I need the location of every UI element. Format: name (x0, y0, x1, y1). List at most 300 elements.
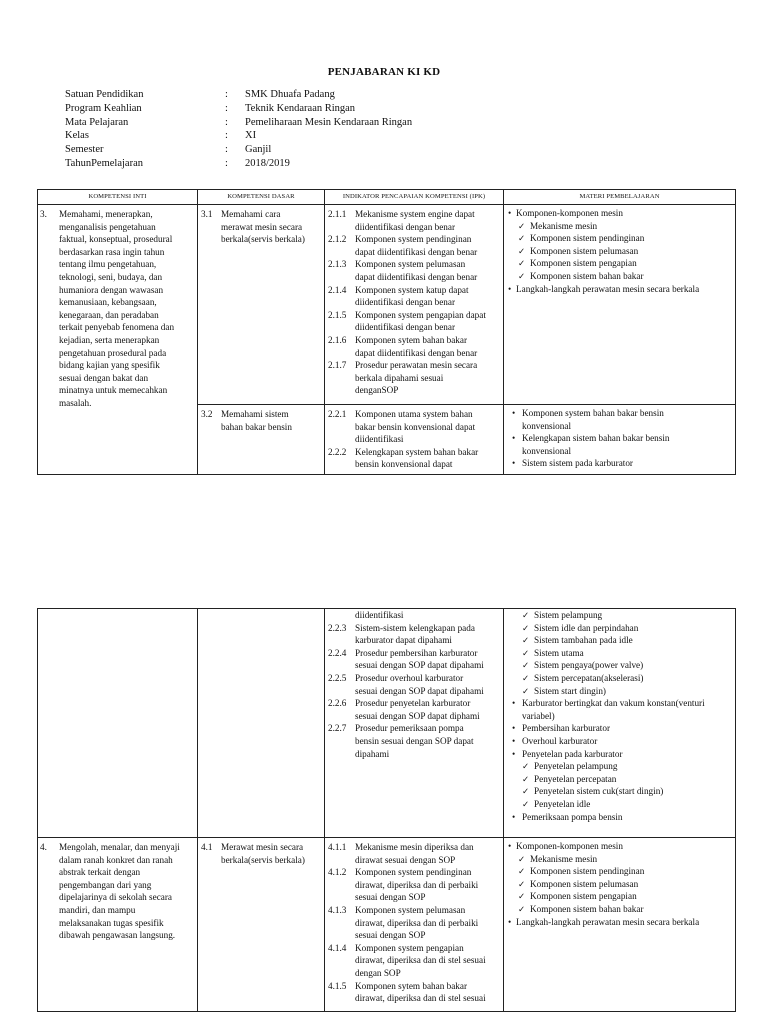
checkmark-icon: ✓ (522, 786, 530, 797)
bullet-item (508, 283, 732, 296)
checklist-item (508, 257, 732, 270)
ipk-item (328, 359, 500, 397)
checklist-item (508, 634, 732, 647)
item-text (355, 722, 500, 760)
item-text (355, 284, 500, 309)
text-line: diidentifikasi dengan benar (355, 322, 456, 333)
item-text (355, 866, 500, 904)
text-line: dirawat, diperiksa dan di stel sesuai (355, 955, 486, 966)
kd-3-2-cell (198, 405, 325, 475)
item-number: 4.1.5 (328, 980, 347, 991)
checklist-item (508, 785, 732, 798)
text-line: berkala dipahami sesuai (355, 372, 444, 383)
bullet-text (522, 811, 732, 824)
item-number: 2.1.1 (328, 209, 347, 219)
bullet-icon: • (508, 283, 512, 294)
text-line: bensin konvensional dapat (355, 459, 453, 470)
item-number: 4.1.4 (328, 942, 347, 953)
info-colon: : (225, 157, 228, 169)
text-line: Memahami, menerapkan, (59, 209, 153, 219)
text-line: Mengolah, menalar, dan menyaji (59, 842, 180, 852)
materi-3-2-cell-continued (504, 609, 736, 838)
materi-3-2-cell (504, 405, 736, 475)
ki-kd-table-part-2 (37, 608, 736, 1012)
text-line: Langkah-langkah perawatan mesin secara berkala (516, 283, 700, 294)
ipk-item (328, 309, 500, 334)
ki-3-cell-continued (38, 609, 198, 838)
text-line: bensin sesuai dengan SOP dapat (355, 735, 474, 746)
bullet-text (516, 916, 732, 929)
checklist-item (508, 798, 732, 811)
checklist-text: Komponen sistem pengapian (530, 258, 637, 269)
item-text (355, 359, 500, 397)
table-row-kd-3-2-continued (38, 609, 736, 838)
checklist-text: Mekanisme mesin (530, 220, 598, 231)
checkmark-icon: ✓ (522, 622, 530, 633)
text-line: Prosedur penyetelan karburator (355, 698, 471, 709)
item-number: 2.2.5 (328, 672, 347, 683)
text-line: konvensional (522, 445, 571, 456)
item-number: 4.1.1 (328, 842, 347, 852)
checkmark-icon: ✓ (522, 761, 530, 772)
info-row (65, 88, 412, 102)
checklist-text: Penyetelan idle (534, 798, 591, 809)
item-number: 2.2.7 (328, 723, 347, 734)
item-number: 4.1.3 (328, 904, 347, 915)
text-line: sesuai dengan bakat dan (59, 372, 149, 383)
bullet-icon: • (512, 748, 516, 759)
bullet-icon: • (508, 208, 512, 218)
checkmark-icon: ✓ (518, 853, 526, 864)
kd-3-1-item (201, 208, 320, 246)
item-text (59, 208, 193, 410)
checklist-text: Komponen sistem pelumasan (530, 878, 639, 889)
checkmark-icon: ✓ (518, 233, 526, 244)
text-line: Komponen utama system bahan (355, 409, 473, 419)
ipk-item (328, 408, 500, 446)
item-text (355, 942, 500, 980)
text-line: Penyetelan pada karburator (522, 748, 623, 759)
text-line: pengetahuan prosedural pada (59, 347, 167, 358)
text-line: faktual, konseptual, prosedural (59, 234, 173, 245)
text-line: konvensional (522, 420, 571, 431)
checklist-item (508, 245, 732, 258)
bullet-icon: • (508, 841, 512, 851)
ipk-item (328, 258, 500, 283)
text-line: sesuai dengan SOP dapat diphami (355, 710, 480, 721)
bullet-item (508, 207, 732, 220)
ipk-item (328, 980, 500, 1005)
checklist-item (508, 220, 732, 233)
bullet-item (508, 811, 732, 824)
text-line: Sistem sistem pada karburator (522, 458, 633, 469)
text-line: bakar bensin konvensional dapat (355, 421, 476, 432)
header-materi: MATERI PEMBELAJARAN (504, 190, 736, 205)
text-line: Memahami cara (221, 209, 281, 219)
text-line: mandiri, dan mampu (59, 904, 136, 915)
text-line: Komponen system pendinginan (355, 867, 472, 878)
ki-kd-table-part-1 (37, 189, 736, 475)
bullet-item (508, 407, 732, 432)
checklist-item (508, 609, 732, 622)
ipk-item (328, 722, 500, 760)
info-value: Teknik Kendaraan Ringan (245, 102, 356, 114)
text-line: Prosedur pembersihan karburator (355, 647, 478, 658)
ipk-item (328, 841, 500, 866)
checkmark-icon: ✓ (518, 903, 526, 914)
info-value: SMK Dhuafa Padang (245, 89, 335, 100)
text-line: bahan bakar bensin (221, 421, 292, 432)
checkmark-icon: ✓ (522, 647, 530, 658)
checklist-item (508, 659, 732, 672)
header-ipk: INDIKATOR PENCAPAIAN KOMPETENSI (IPK) (325, 190, 504, 205)
text-line: Komponen sytem bahan bakar (355, 980, 468, 991)
table-row-kd-3-1 (38, 205, 736, 405)
text-line: Prosedur overhoul karburator (355, 672, 464, 683)
text-line: sesuai dengan SOP (355, 892, 426, 903)
checklist-text: Penyetelan sistem cuk(start dingin) (534, 786, 664, 797)
text-line: dapat diidentifikasi dengan benar (355, 347, 478, 358)
item-text (355, 647, 500, 672)
checkmark-icon: ✓ (518, 866, 526, 877)
text-line: sesuai dengan SOP dapat dipahami (355, 660, 484, 671)
info-label: Kelas (65, 130, 89, 142)
info-value: Ganjil (245, 144, 272, 156)
item-number-spacer (328, 609, 355, 622)
text-line: merawat mesin secara (221, 221, 303, 232)
bullet-icon: • (512, 408, 516, 418)
info-value: 2018/2019 (245, 157, 290, 169)
kd-3-2-item (201, 408, 320, 433)
text-line: dirawat, diperiksa dan di perbaiki (355, 879, 479, 890)
item-number: 4. (40, 842, 47, 852)
item-text (355, 622, 500, 647)
bullet-icon: • (508, 916, 512, 927)
text-line: Pembersihan karburator (522, 723, 611, 734)
bullet-icon: • (512, 723, 516, 734)
item-text (355, 980, 500, 1005)
text-line: dirawat sesuai dengan SOP (355, 854, 456, 865)
info-block (65, 88, 412, 171)
item-number: 2.2.2 (328, 446, 347, 457)
item-number: 3. (40, 209, 47, 219)
text-line: dapat diidentifikasi dengan benar (355, 246, 478, 257)
checkmark-icon: ✓ (518, 878, 526, 889)
text-line: dirawat, diperiksa dan di stel sesuai (355, 993, 486, 1004)
checklist-text: Penyetelan percepatan (534, 773, 617, 784)
checklist-text: Penyetelan pelampung (534, 761, 618, 772)
checklist-text: Komponen sistem bahan bakar (530, 270, 644, 281)
bullet-item (508, 735, 732, 748)
bullet-icon: • (512, 811, 516, 822)
kd-4-1-item (201, 841, 320, 866)
item-number: 2.1.6 (328, 334, 347, 345)
text-line: teknologi, seni, budaya, dan (59, 271, 163, 282)
text-line: Kelengkapan system bahan bakar (355, 446, 479, 457)
header-ki: KOMPETENSI INTI (38, 190, 198, 205)
ipk-item (328, 446, 500, 471)
checklist-item (508, 685, 732, 698)
bullet-icon: • (512, 458, 516, 469)
text-line: Karburator bertingkat dan vakum konstan(venturi (522, 698, 705, 709)
bullet-text (522, 697, 732, 722)
item-number: 2.2.4 (328, 647, 347, 658)
item-number: 2.1.5 (328, 309, 347, 320)
text-line: dapat diidentifikasi dengan benar (355, 271, 478, 282)
checklist-item (508, 672, 732, 685)
text-line: Kelengkapan sistem bahan bakar bensin (522, 433, 670, 444)
bullet-item (508, 748, 732, 761)
ipk-item (328, 672, 500, 697)
checklist-text: Sistem pelampung (534, 610, 603, 620)
checklist-text: Sistem start dingin) (534, 685, 606, 696)
bullet-text (522, 722, 732, 735)
text-line: dalam ranah konkret dan ranah (59, 854, 173, 865)
text-line: Langkah-langkah perawatan mesin secara berkala (516, 916, 700, 927)
info-label: Satuan Pendidikan (65, 89, 144, 100)
checklist-text: Komponen sistem pelumasan (530, 245, 639, 256)
text-line: diidentifikasi dengan benar (355, 221, 456, 232)
item-text (221, 408, 320, 433)
item-text (355, 408, 500, 446)
item-text (355, 904, 500, 942)
info-row (65, 129, 412, 143)
info-label: TahunPemelajaran (65, 157, 143, 169)
text-line: Komponen system pendinginan (355, 234, 472, 245)
item-number: 2.1.4 (328, 284, 347, 295)
text-line: Komponen system pelumasan (355, 904, 466, 915)
item-number: 4.1.2 (328, 867, 347, 878)
info-label: Mata Pelajaran (65, 116, 129, 128)
bullet-item (508, 697, 732, 722)
text-line: Komponen system katup dapat (355, 284, 469, 295)
item-number: 4.1 (201, 842, 213, 852)
bullet-icon: • (512, 735, 516, 746)
checklist-item (508, 890, 732, 903)
item-text (355, 334, 500, 359)
text-line: Pemeriksaan pompa bensin (522, 811, 623, 822)
materi-3-1-cell (504, 205, 736, 405)
text-line: dipahami (355, 748, 390, 759)
item-number: 2.1.7 (328, 360, 347, 371)
text-line: tentang ilmu pengetahuan, (59, 259, 157, 270)
text-line: Komponen-komponen mesin (516, 841, 623, 851)
item-number: 3.1 (201, 209, 213, 219)
text-line: Prosedur pemeriksaan pompa (355, 723, 464, 734)
checklist-item (508, 270, 732, 283)
info-row (65, 102, 412, 116)
text-line: Merawat mesin secara (221, 842, 304, 852)
text-line: minatnya untuk memecahkan (59, 385, 168, 396)
checkmark-icon: ✓ (518, 270, 526, 281)
text-line: Sistem-sistem kelengkapan pada (355, 622, 475, 633)
checkmark-icon: ✓ (522, 773, 530, 784)
ki-3-cell (38, 205, 198, 475)
bullet-text (522, 407, 732, 432)
ipk-item (328, 622, 500, 647)
text-line: Memahami sistem (221, 409, 289, 419)
text-line: masalah. (59, 397, 92, 408)
bullet-item (508, 840, 732, 853)
info-colon: : (225, 102, 228, 114)
checklist-text: Komponen sistem pendinginan (530, 233, 645, 244)
ki-4-item (40, 841, 193, 942)
text-line: sesuai dengan SOP (355, 930, 426, 941)
checklist-item (508, 773, 732, 786)
item-number: 2.2.1 (328, 409, 347, 419)
info-colon: : (225, 130, 228, 142)
materi-4-1-cell (504, 838, 736, 1012)
bullet-item (508, 916, 732, 929)
checklist-item (508, 853, 732, 866)
text-line: dengan SOP (355, 967, 401, 978)
bullet-icon: • (512, 433, 516, 444)
checkmark-icon: ✓ (518, 891, 526, 902)
text-line: Overhoul karburator (522, 735, 598, 746)
bullet-text (522, 432, 732, 457)
text-line: Komponen sytem bahan bakar (355, 334, 468, 345)
header-kd: KOMPETENSI DASAR (198, 190, 325, 205)
item-text (355, 309, 500, 334)
text-line: Mekanisme mesin diperiksa dan (355, 842, 474, 852)
table-row-kd-4-1 (38, 838, 736, 1012)
ipk-continuation (328, 609, 500, 622)
info-colon: : (225, 144, 228, 156)
checklist-text: Komponen sistem pengapian (530, 891, 637, 902)
text-line: karburator dapat dipahami (355, 635, 452, 646)
text-line: menganalisis pengetahuan (59, 221, 156, 232)
checklist-item (508, 878, 732, 891)
item-text (355, 208, 500, 233)
item-number: 2.2.6 (328, 698, 347, 709)
ipk-item (328, 647, 500, 672)
text-line: abstrak terkait dengan (59, 867, 141, 878)
bullet-icon: • (512, 698, 516, 709)
bullet-text (516, 840, 732, 853)
checkmark-icon: ✓ (522, 798, 530, 809)
bullet-text (522, 748, 732, 761)
text-line: Komponen system pengapian dapat (355, 309, 486, 320)
text-line: Komponen system bahan bakar bensin (522, 408, 664, 418)
checklist-text: Sistem utama (534, 647, 584, 658)
text-line: dirawat, diperiksa dan di perbaiki (355, 917, 479, 928)
text-line: variabel) (522, 710, 555, 721)
ki-3-item (40, 208, 193, 410)
checkmark-icon: ✓ (518, 220, 526, 231)
info-row (65, 143, 412, 157)
info-colon: : (225, 89, 228, 100)
checklist-text: Sistem idle dan perpindahan (534, 622, 639, 633)
kd-4-1-cell (198, 838, 325, 1012)
checklist-item (508, 622, 732, 635)
text-line: kenegaraan, dan peradaban (59, 309, 159, 320)
text-line: dipelajarinya di sekolah secara (59, 892, 173, 903)
checklist-item (508, 865, 732, 878)
ipk-item (328, 208, 500, 233)
text-line: terkait penyebab fenomena dan (59, 322, 175, 333)
info-label: Semester (65, 144, 104, 156)
bullet-text (522, 735, 732, 748)
ipk-item (328, 284, 500, 309)
item-text (221, 841, 320, 866)
ipk-3-2-cell (325, 405, 504, 475)
bullet-text (522, 457, 732, 470)
ipk-3-2-cell-continued (325, 609, 504, 838)
info-colon: : (225, 116, 228, 128)
item-text (355, 841, 500, 866)
info-value: Pemeliharaan Mesin Kendaraan Ringan (245, 116, 413, 128)
text-line: diidentifikasi dengan benar (355, 297, 456, 308)
checklist-text: Sistem percepatan(akselerasi) (534, 672, 644, 683)
text-line: Mekanisme system engine dapat (355, 209, 475, 219)
checklist-text: Komponen sistem pendinginan (530, 866, 645, 877)
item-text (355, 672, 500, 697)
ipk-4-1-cell (325, 838, 504, 1012)
kd-3-1-cell (198, 205, 325, 405)
info-row (65, 116, 412, 130)
text-line: denganSOP (355, 385, 399, 396)
checkmark-icon: ✓ (522, 672, 530, 683)
item-text (355, 446, 500, 471)
ipk-3-1-cell (325, 205, 504, 405)
text-line: berkala(servis berkala) (221, 234, 305, 245)
text-line: kejadian, serta menerapkan (59, 334, 160, 345)
text-line: humaniora dengan wawasan (59, 284, 164, 295)
text-line: Komponen system pengapian (355, 942, 464, 953)
item-text (355, 233, 500, 258)
text-line: diidentifikasi (355, 434, 404, 445)
bullet-text (516, 207, 732, 220)
item-number: 2.2.3 (328, 622, 347, 633)
text-line: kemanusiaan, kebangsaan, (59, 297, 157, 308)
checkmark-icon: ✓ (522, 635, 530, 646)
checklist-text: Sistem tambahan pada idle (534, 635, 633, 646)
checklist-text: Komponen sistem bahan bakar (530, 903, 644, 914)
ipk-item (328, 334, 500, 359)
info-label: Program Keahlian (65, 102, 142, 114)
bullet-item (508, 432, 732, 457)
checkmark-icon: ✓ (518, 245, 526, 256)
ipk-item (328, 233, 500, 258)
document-title: PENJABARAN KI KD (327, 66, 441, 78)
ipk-item (328, 942, 500, 980)
item-number: 2.1.2 (328, 234, 347, 245)
bullet-item (508, 457, 732, 470)
ipk-item (328, 866, 500, 904)
checkmark-icon: ✓ (522, 685, 530, 696)
checklist-item (508, 903, 732, 916)
checklist-text: Sistem pengaya(power valve) (534, 660, 644, 671)
checklist-text: Mekanisme mesin (530, 853, 598, 864)
checkmark-icon: ✓ (522, 660, 530, 671)
checklist-item (508, 647, 732, 660)
item-number: 2.1.3 (328, 259, 347, 270)
text-line: Komponen-komponen mesin (516, 208, 623, 218)
text-line: Prosedur perawatan mesin secara (355, 360, 478, 371)
item-text (355, 697, 500, 722)
checkmark-icon: ✓ (518, 258, 526, 269)
info-row (65, 157, 412, 171)
ipk-item (328, 904, 500, 942)
item-text (355, 258, 500, 283)
text-line: melaksanakan tugas spesifik (59, 917, 164, 928)
text-line: bidang kajian yang spesifik (59, 360, 160, 371)
text-line: pengembangan dari yang (59, 879, 152, 890)
text-line: Komponen system pelumasan (355, 259, 466, 270)
ki-4-cell (38, 838, 198, 1012)
table-header-row (38, 190, 736, 205)
text-line: sesuai dengan SOP dapat dipahami (355, 685, 484, 696)
